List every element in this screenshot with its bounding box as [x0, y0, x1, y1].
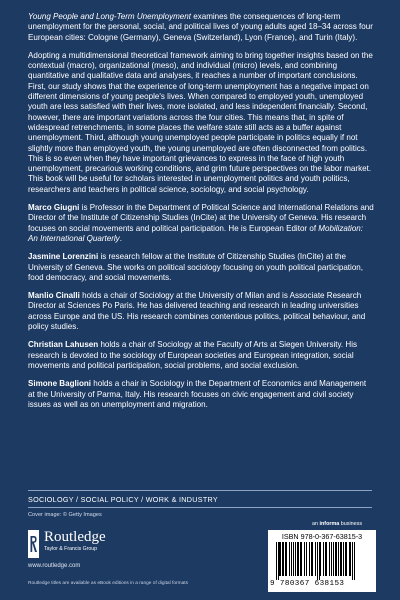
barcode-bar — [333, 542, 334, 576]
author-bio-text: holds a chair of Sociology at the Faculty of Arts at Siegen University. His research is devoted to the sociology of European societies and European integration, social movements and political participation, social problems, and social exclusion. — [28, 340, 358, 370]
informa-prefix: an — [312, 521, 320, 527]
back-cover-text — [28, 12, 374, 418]
journal-title: Mobilization: An International Quarterly — [28, 223, 364, 243]
barcode-bar — [291, 542, 292, 576]
barcode-bar — [320, 542, 321, 576]
intro-paragraph — [28, 12, 374, 43]
barcode-bar — [338, 542, 339, 576]
isbn-barcode — [268, 530, 376, 592]
barcode-bar — [317, 542, 318, 580]
informa-tagline — [312, 521, 362, 527]
isbn-label: ISBN 978-0-367-63815-3 — [281, 532, 363, 541]
author-bio — [28, 340, 374, 371]
barcode-bar — [295, 542, 296, 576]
barcode-bar — [329, 542, 330, 576]
publisher-logo — [28, 528, 188, 568]
barcode-digits: 9 780367 638153 — [270, 580, 345, 588]
barcode-bar — [319, 542, 320, 580]
ebook-note: Routledge titles are available as eBook editions in a range of digital formats — [28, 581, 188, 586]
author-bio-text: is research fellow at the Institute of Citizenship Studies (InCite) at the University of Geneva. She works on political sociology focusing on youth political participation, food democracy, and social movements. — [28, 252, 364, 282]
author-bio — [28, 252, 374, 283]
barcode-bar — [279, 542, 281, 576]
subject-categories: SOCIOLOGY / SOCIAL POLICY / WORK & INDUSTRY — [28, 490, 372, 508]
author-bio-text: holds a chair of Sociology at the University of Milan and is Associate Research Director at Sciences Po Paris. He has delivered teaching and research in leading universities across Europe and the US. His research combines contentious politics, political behaviour, and policy studies. — [28, 291, 366, 332]
barcode-bar — [323, 542, 324, 576]
author-bio-tail: . — [119, 233, 122, 243]
barcode-bar — [289, 542, 290, 576]
barcode-bar — [278, 542, 279, 580]
barcode-bar — [285, 542, 287, 576]
barcode-bar — [331, 542, 332, 576]
barcode-bar — [282, 542, 284, 576]
book-title: Young People and Long-Term Unemployment — [28, 12, 191, 21]
intro-text: examines the consequences of long-term unemployment for the personal, social, and political lives of young adults aged 18–34 across four European cities: Cologne (Germany), Geneva (Switzerland), Lyon (France), and Turin (Italy). — [28, 12, 373, 42]
publisher-url: www.routledge.com — [28, 563, 81, 569]
author-bio — [28, 203, 374, 244]
cover-image-credit: Cover image: © Getty Images — [28, 512, 102, 518]
barcode-bars — [272, 542, 372, 580]
routledge-r-logo-icon — [28, 530, 39, 558]
author-name: Christian Lahusen — [28, 340, 99, 350]
barcode-bar — [315, 542, 316, 576]
barcode-bar — [354, 542, 355, 580]
barcode-bar — [349, 542, 351, 576]
barcode-bar — [352, 542, 353, 580]
publisher-name: Routledge — [44, 529, 106, 545]
barcode-bar — [306, 542, 307, 576]
author-name: Marco Giugni — [28, 203, 80, 213]
barcode-bar — [325, 542, 327, 576]
author-name: Jasmine Lorenzini — [28, 252, 99, 262]
barcode-bar — [300, 542, 302, 576]
informa-brand: informa — [319, 521, 340, 527]
barcode-bar — [309, 542, 310, 576]
barcode-bar — [340, 542, 342, 576]
barcode-bar — [343, 542, 344, 576]
summary-paragraph: Adopting a multidimensional theoretical framework aiming to bring together insights based on the contextual (macro), organizational (meso), and individual (micro) levels, and combining quantitative and qualitative data and analyses, it reaches a number of important conclusions. First, our study shows that the experience of long-term unemployment has a negative impact on different dimensions of young people's lives. When compared to employed youth, unemployed youth are less satisfied with their lives, more isolated, and less independent financially. Second, however, there are important variations across the four cities. This means that, in spite of widespread retrenchments, in some places the welfare state still acts as a buffer against unemployment. Third, although young unemployed people participate in politics equally if not slightly more than employed youth, the young unemployed are often disconnected from politics. This is so even when they have important grievances to express in the face of high youth unemployment, precarious working conditions, and grim future perspectives on the labor market. This book will be useful for scholars interested in unemployment politics and youth politics, researchers and teachers in political science, sociology, and social psychology. — [28, 50, 373, 194]
barcode-bar — [276, 542, 277, 580]
barcode-bar — [335, 542, 337, 576]
author-name: Simone Baglioni — [28, 379, 92, 389]
barcode-bar — [345, 542, 347, 576]
author-bio-text: is Professor in the Department of Political Science and International Relations and Director of the Institute of Citizenship Studies (InCite) at the University of Geneva. His research focuses on social movements and political participation. He is European Editor of — [28, 203, 374, 233]
barcode-bar — [304, 542, 305, 576]
author-bio — [28, 291, 374, 332]
author-name: Manlio Cinalli — [28, 291, 80, 301]
author-bio-text: holds a chair in Sociology in the Department of Economics and Management at the University of Parma, Italy. His research focuses on civic engagement and civil society issues as well as on unemployment and migration. — [28, 379, 367, 409]
informa-suffix: business — [339, 521, 363, 527]
publisher-group: Taylor & Francis Group — [44, 546, 98, 552]
barcode-bar — [297, 542, 299, 576]
barcode-bar — [311, 542, 313, 576]
barcode-bar — [293, 542, 294, 576]
author-bio — [28, 379, 374, 410]
